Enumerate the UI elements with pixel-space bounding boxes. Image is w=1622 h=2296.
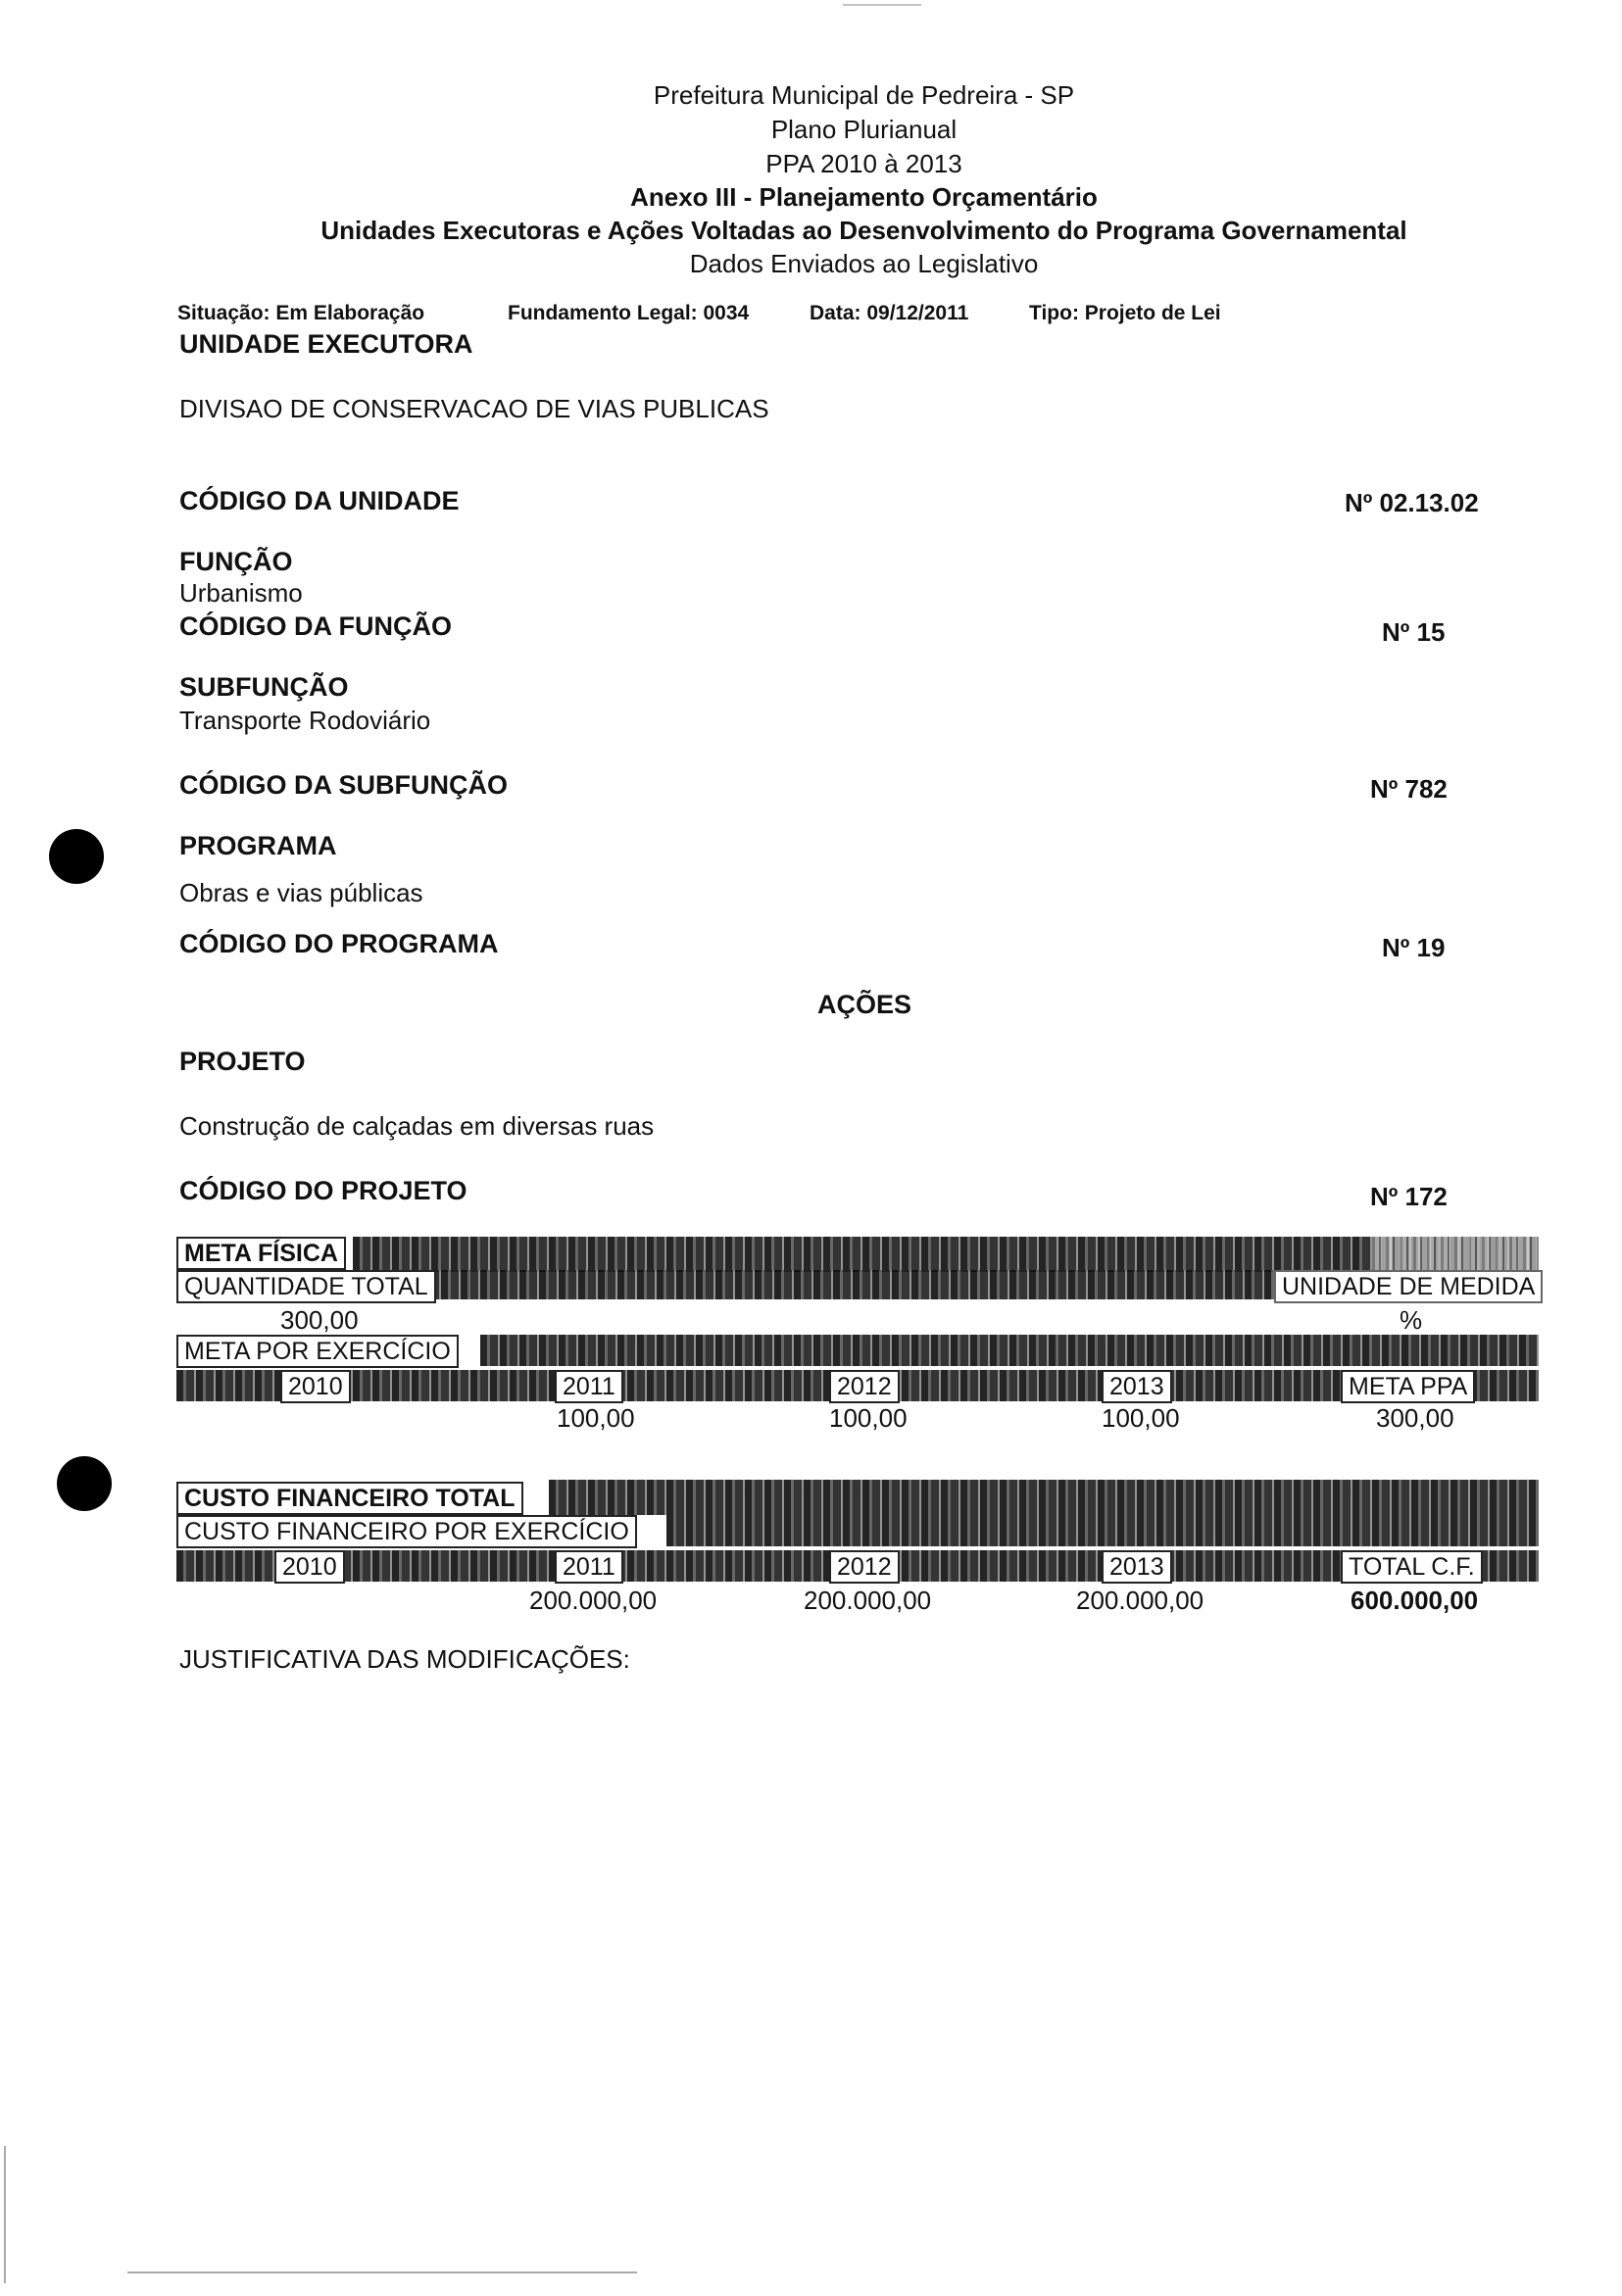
unidade-medida-label: UNIDADE DE MEDIDA xyxy=(1274,1270,1543,1303)
header-municipality: Prefeitura Municipal de Pedreira - SP xyxy=(653,80,1075,110)
meta-year-2013: 2013 xyxy=(1102,1370,1172,1403)
codigo-programa-label: CÓDIGO DO PROGRAMA xyxy=(179,929,499,958)
total-cf-label: TOTAL C.F. xyxy=(1341,1550,1483,1584)
scan-noise-bar xyxy=(1372,1237,1539,1272)
codigo-unidade-label: CÓDIGO DA UNIDADE xyxy=(179,486,460,515)
unidade-name: DIVISAO DE CONSERVACAO DE VIAS PUBLICAS xyxy=(179,394,769,423)
meta-fisica-heading: META FÍSICA xyxy=(176,1237,346,1270)
codigo-unidade-value: Nº 02.13.02 xyxy=(1345,488,1479,517)
meta-value-2012: 100,00 xyxy=(829,1403,908,1433)
meta-year-2012: 2012 xyxy=(829,1370,900,1403)
custo-year-2010: 2010 xyxy=(274,1550,345,1584)
codigo-projeto-label: CÓDIGO DO PROJETO xyxy=(179,1176,467,1205)
header-period: PPA 2010 à 2013 xyxy=(765,149,962,178)
codigo-programa-value: Nº 19 xyxy=(1382,933,1446,962)
scan-noise-bar xyxy=(353,1237,1539,1272)
subfuncao-value: Transporte Rodoviário xyxy=(179,706,431,735)
scan-noise-bar xyxy=(480,1335,1539,1366)
header-plan: Plano Plurianual xyxy=(770,115,958,144)
custo-value-2013: 200.000,00 xyxy=(1076,1586,1204,1615)
custo-por-exercicio-label: CUSTO FINANCEIRO POR EXERCÍCIO xyxy=(176,1515,637,1548)
status-situacao: Situação: Em Elaboração xyxy=(177,302,425,324)
meta-ppa-label: META PPA xyxy=(1341,1370,1475,1403)
status-data: Data: 09/12/2011 xyxy=(810,302,969,324)
status-tipo: Tipo: Projeto de Lei xyxy=(1029,302,1221,324)
funcao-value: Urbanismo xyxy=(179,578,303,608)
projeto-label: PROJETO xyxy=(179,1047,306,1076)
punch-hole-bottom xyxy=(57,1456,112,1511)
header-annex: Anexo III - Planejamento Orçamentário xyxy=(630,182,1098,212)
codigo-projeto-value: Nº 172 xyxy=(1370,1182,1448,1211)
scan-artifact-edge xyxy=(4,2146,6,2283)
unidade-executora-heading: UNIDADE EXECUTORA xyxy=(179,329,473,359)
scan-noise-bar xyxy=(549,1480,1539,1515)
scan-artifact-line xyxy=(127,2272,637,2273)
custo-value-2011: 200.000,00 xyxy=(529,1586,658,1615)
codigo-funcao-label: CÓDIGO DA FUNÇÃO xyxy=(179,611,452,641)
total-cf-value: 600.000,00 xyxy=(1351,1586,1479,1615)
funcao-label: FUNÇÃO xyxy=(179,547,293,576)
unidade-medida-value: % xyxy=(1400,1305,1423,1335)
meta-year-2010: 2010 xyxy=(280,1370,351,1403)
custo-year-2011: 2011 xyxy=(555,1550,623,1584)
codigo-subfuncao-value: Nº 782 xyxy=(1370,774,1448,804)
meta-ppa-value: 300,00 xyxy=(1376,1403,1454,1433)
custo-value-2012: 200.000,00 xyxy=(804,1586,932,1615)
meta-value-2011: 100,00 xyxy=(557,1403,635,1433)
justificativa-label: JUSTIFICATIVA DAS MODIFICAÇÕES: xyxy=(179,1644,630,1674)
header-subtitle: Dados Enviados ao Legislativo xyxy=(689,249,1039,278)
custo-year-2012: 2012 xyxy=(829,1550,900,1584)
meta-value-2013: 100,00 xyxy=(1102,1403,1180,1433)
quantidade-total-label: QUANTIDADE TOTAL xyxy=(176,1270,436,1303)
quantidade-total-value: 300,00 xyxy=(280,1305,359,1335)
programa-value: Obras e vias públicas xyxy=(179,878,423,907)
codigo-funcao-value: Nº 15 xyxy=(1382,617,1446,647)
scan-artifact-top xyxy=(843,4,921,6)
header-title: Unidades Executoras e Ações Voltadas ao Desenvolvimento do Programa Governamental xyxy=(320,216,1407,245)
meta-year-2011: 2011 xyxy=(555,1370,623,1403)
subfuncao-label: SUBFUNÇÃO xyxy=(179,672,349,702)
codigo-subfuncao-label: CÓDIGO DA SUBFUNÇÃO xyxy=(179,770,508,800)
custo-year-2013: 2013 xyxy=(1102,1550,1172,1584)
punch-hole-top xyxy=(49,829,104,884)
meta-por-exercicio-label: META POR EXERCÍCIO xyxy=(176,1335,459,1368)
status-fundamento: Fundamento Legal: 0034 xyxy=(508,302,750,324)
scan-noise-bar xyxy=(402,1270,1274,1299)
scan-noise-bar xyxy=(666,1515,1539,1546)
projeto-value: Construção de calçadas em diversas ruas xyxy=(179,1111,655,1141)
custo-total-heading: CUSTO FINANCEIRO TOTAL xyxy=(176,1482,523,1515)
acoes-heading: AÇÕES xyxy=(817,990,912,1019)
programa-label: PROGRAMA xyxy=(179,831,337,860)
